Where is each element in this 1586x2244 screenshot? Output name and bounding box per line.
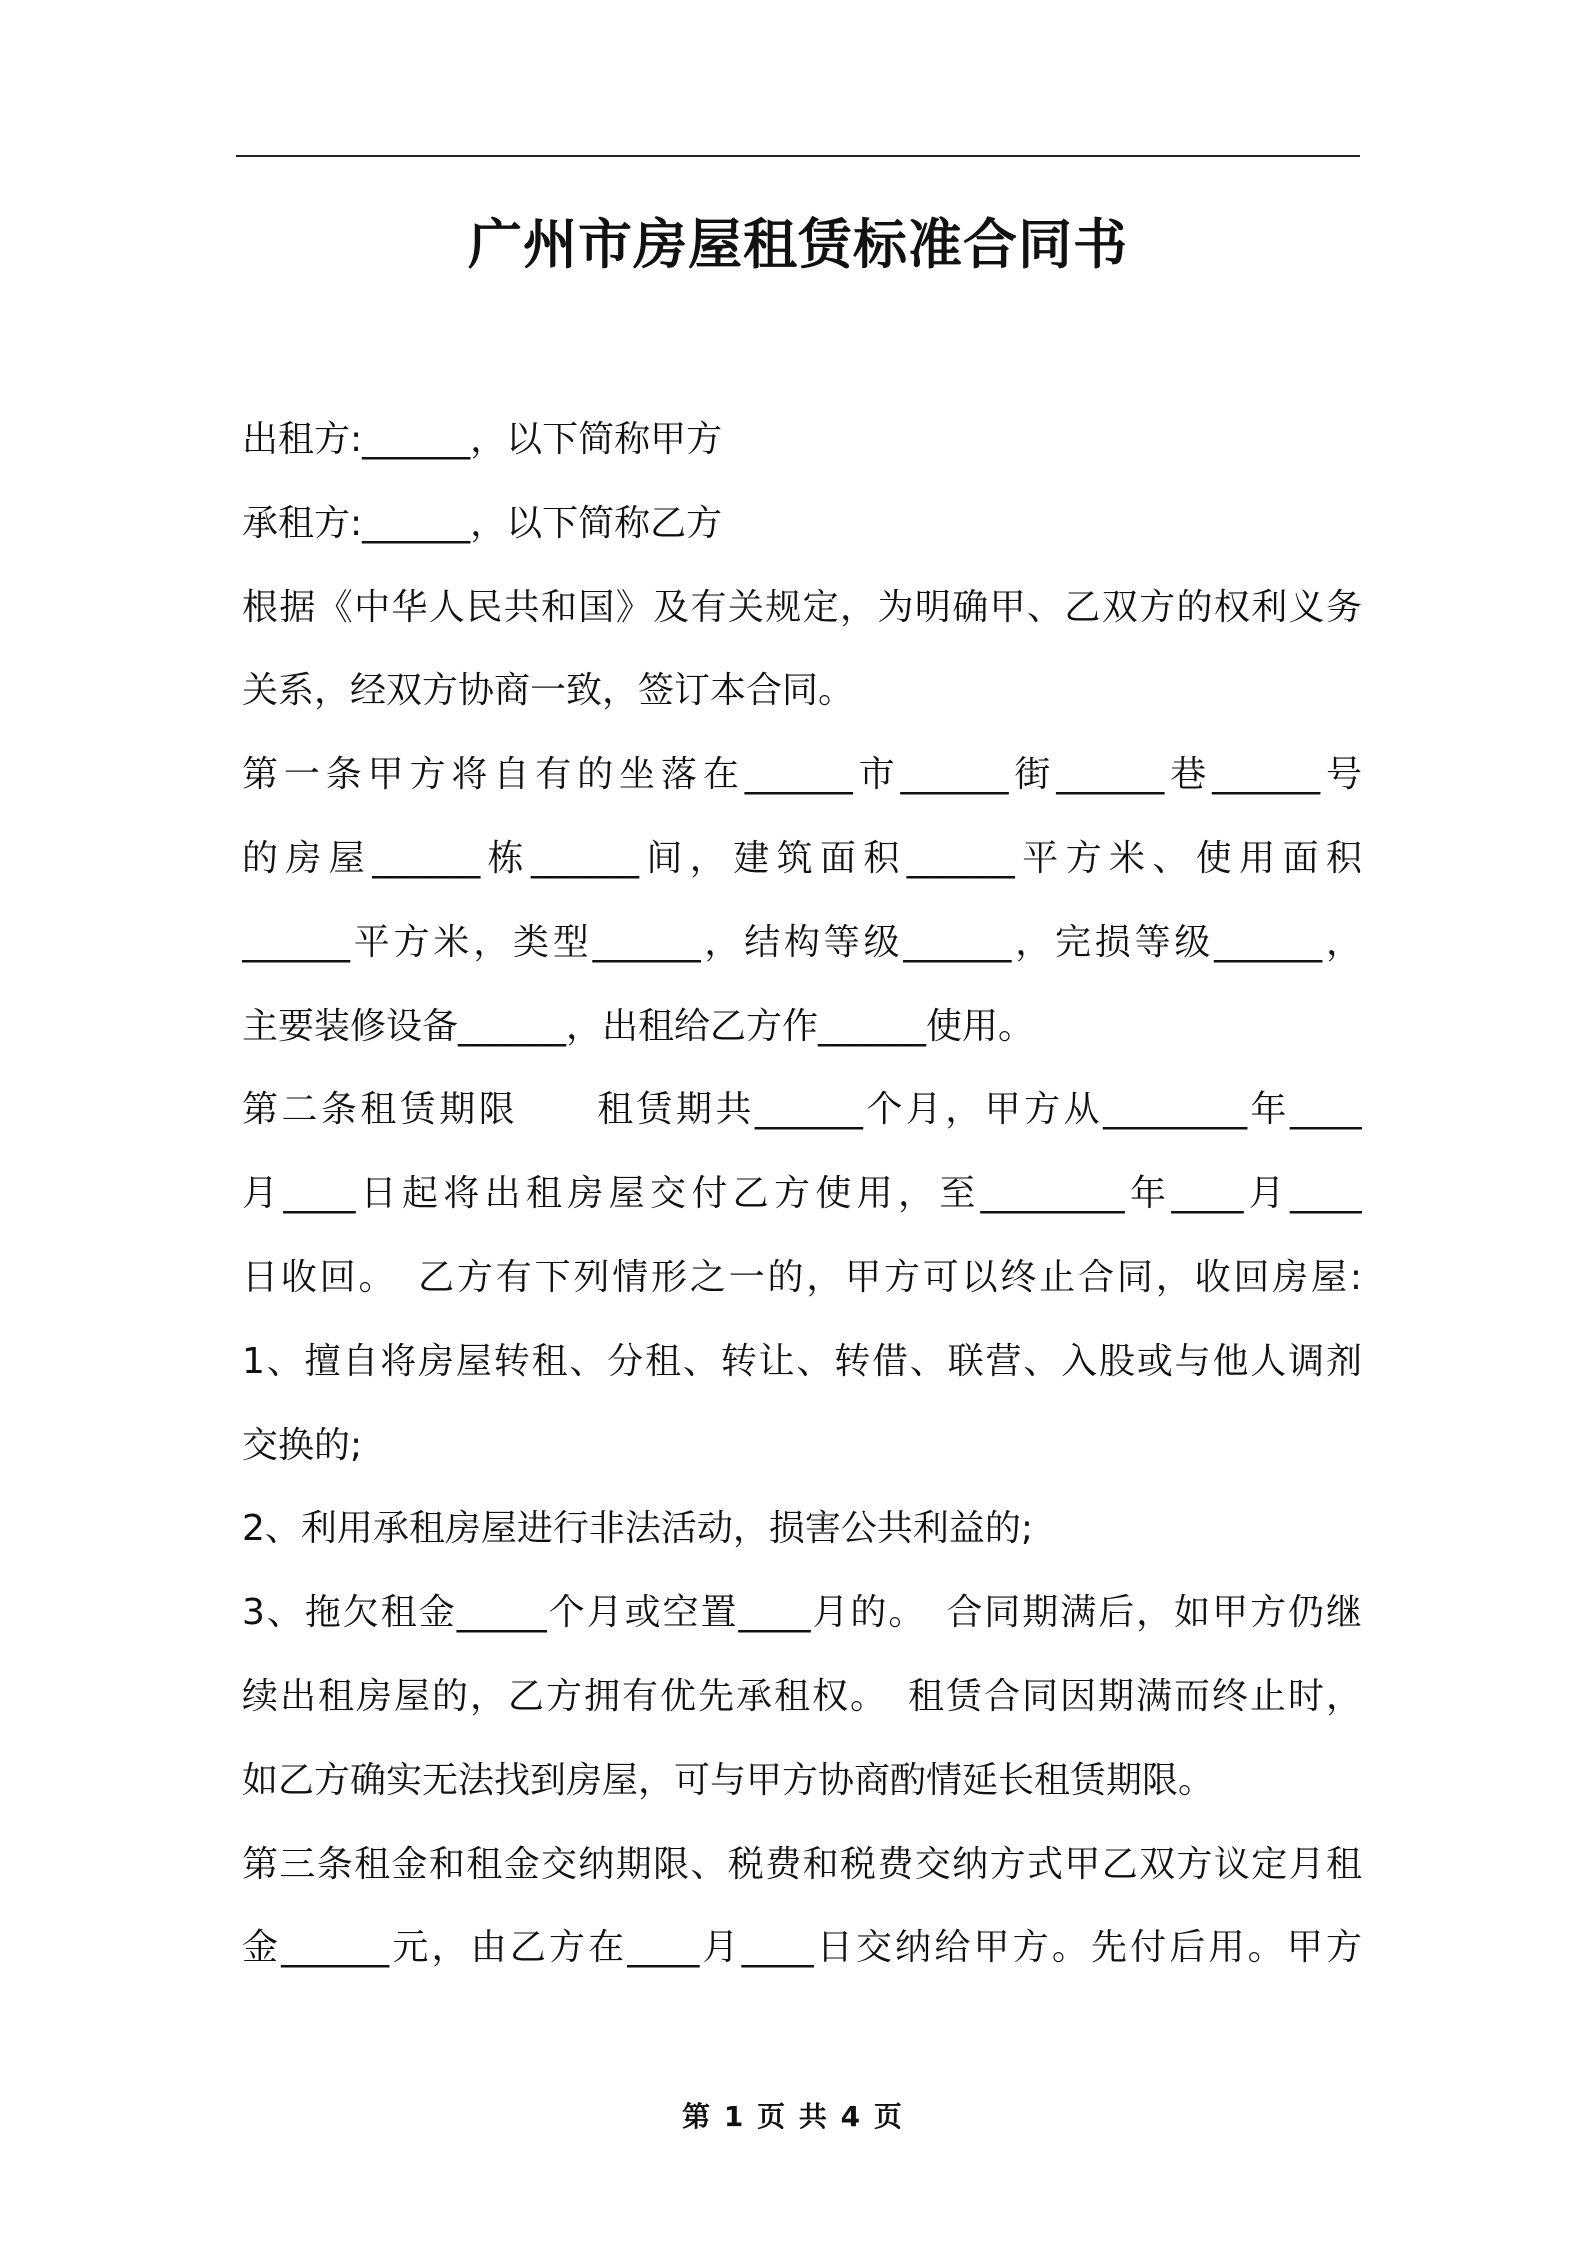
article-2-line-2: 月____日起将出租房屋交付乙方使用，至________年____月____	[242, 1173, 1362, 1215]
article-1-line-3: ______平方米，类型______，结构等级______，完损等级______，	[242, 921, 1362, 963]
article-3-line-2: 金______元，由乙方在____月____日交纳给甲方。先付后用。甲方	[242, 1927, 1362, 1969]
clause-3-line-3: 如乙方确实无法找到房屋，可与甲方协商酌情延长租赁期限。	[242, 1759, 1215, 1801]
preamble-line-1: 根据《中华人民共和国》及有关规定，为明确甲、乙双方的权利义务	[242, 586, 1362, 628]
article-1-line-4: 主要装修设备______，出租给乙方作______使用。	[242, 1005, 1035, 1047]
article-1-line-1: 第一条甲方将自有的坐落在______市______街______巷______号	[242, 754, 1362, 796]
document-title: 广州市房屋租赁标准合同书	[468, 213, 1128, 276]
article-2-line-1: 第二条租赁期限 租赁期共______个月，甲方从________年____	[242, 1089, 1362, 1131]
clause-2-line: 2、利用承租房屋进行非法活动，损害公共利益的;	[242, 1508, 1034, 1550]
clause-1-line-2: 交换的;	[242, 1424, 363, 1466]
clause-3-line-2: 续出租房屋的，乙方拥有优先承租权。 租赁合同因期满而终止时，	[242, 1675, 1362, 1717]
clause-1-line-1: 1、擅自将房屋转租、分租、转让、转借、联营、入股或与他人调剂	[242, 1340, 1362, 1382]
article-2-line-3: 日收回。 乙方有下列情形之一的，甲方可以终止合同，收回房屋:	[242, 1256, 1362, 1298]
article-1-line-2: 的房屋______栋______间，建筑面积______平方米、使用面积	[242, 837, 1362, 879]
article-3-line-1: 第三条租金和租金交纳期限、税费和税费交纳方式甲乙双方议定月租	[242, 1843, 1362, 1885]
contract-body	[242, 398, 1362, 1990]
header-rule	[236, 155, 1360, 157]
lessee-line: 承租方:______，以下简称乙方	[242, 502, 723, 544]
page-number-footer: 第 1 页 共 4 页	[682, 2100, 904, 2133]
lessor-line: 出租方:______，以下简称甲方	[242, 419, 723, 460]
preamble-line-2: 关系，经双方协商一致，签订本合同。	[242, 670, 855, 712]
clause-3-line-1: 3、拖欠租金_____个月或空置____月的。 合同期满后，如甲方仍继	[242, 1592, 1362, 1634]
